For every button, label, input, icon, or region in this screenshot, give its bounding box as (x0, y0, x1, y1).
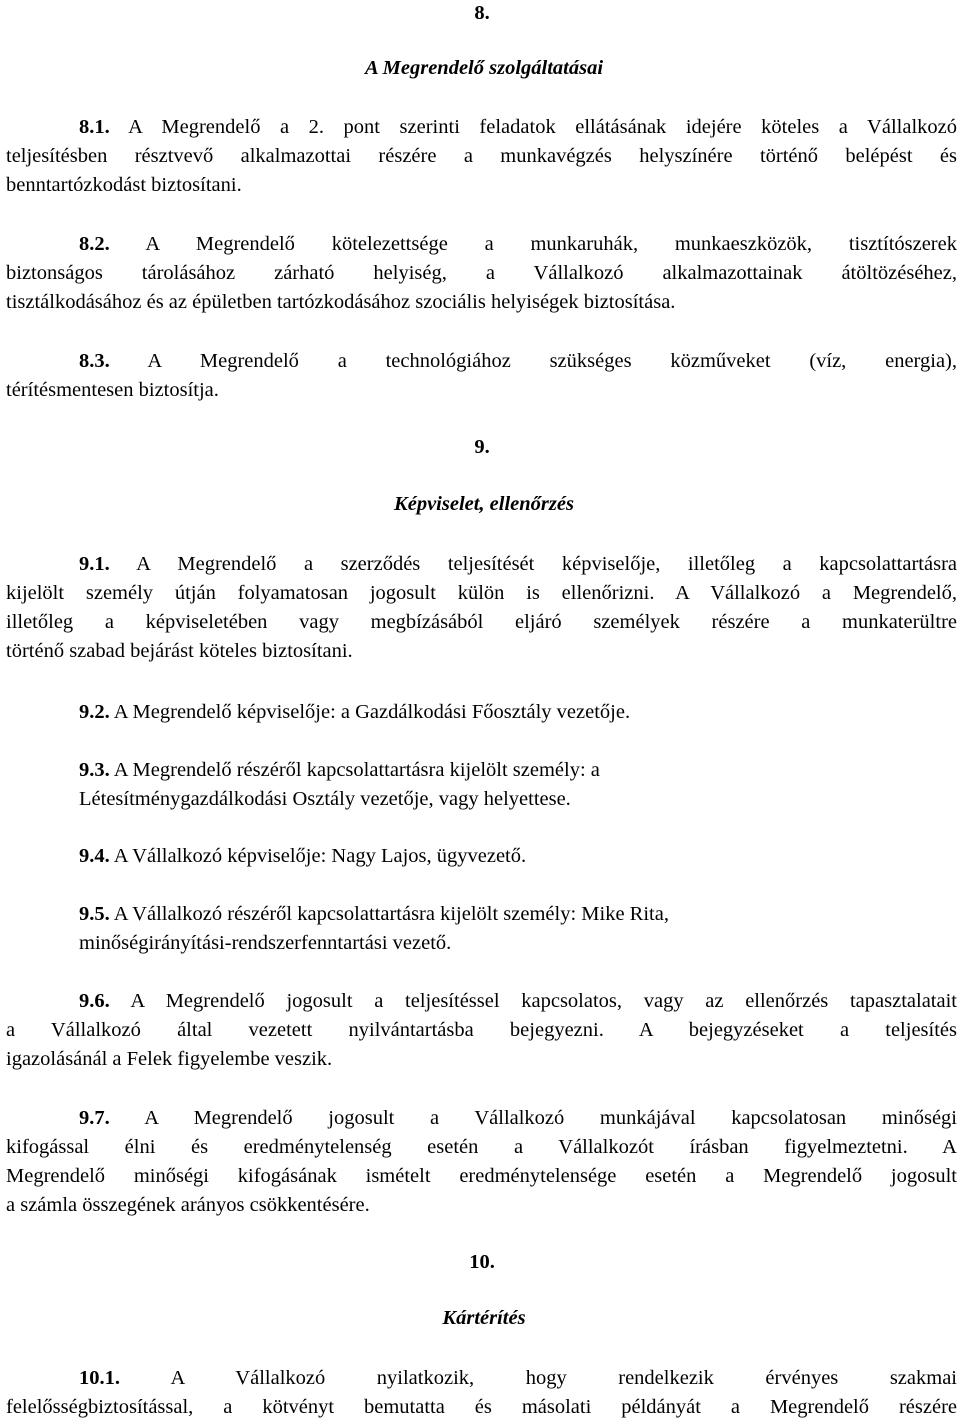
paragraph-text: A Megrendelő a technológiához szükséges közműveket (víz, energia), (147, 350, 957, 372)
paragraph-label: 10.1. (79, 1367, 120, 1389)
paragraph-9-1 (6, 550, 957, 666)
paragraph-text: A Vállalkozó képviselője: Nagy Lajos, ügyvezető. (113, 845, 527, 867)
paragraph-9-4 (79, 842, 526, 871)
paragraph-text: benntartózkodást biztosítani. (6, 174, 242, 196)
paragraph-text: történő szabad bejárást köteles biztosítani. (6, 640, 353, 662)
paragraph-text: Létesítménygazdálkodási Osztály vezetője, vagy helyettese. (79, 788, 571, 810)
paragraph-label: 9.4. (79, 845, 110, 867)
paragraph-label: 9.3. (79, 759, 110, 781)
paragraph-text: A Megrendelő kötelezettsége a munkaruhák, munkaeszközök, tisztítószerek (145, 233, 957, 255)
paragraph-8-3 (6, 347, 957, 405)
paragraph-text: tisztálkodásához és az épületben tartózkodásához szociális helyiségek biztosítása. (6, 291, 676, 313)
paragraph-text: A Megrendelő részéről kapcsolattartásra kijelölt személy: a (113, 759, 600, 781)
section-9-number: 9. (474, 436, 490, 458)
paragraph-text: biztonságos tárolásához zárható helyiség, a Vállalkozó alkalmazottainak átöltözéséhez, (6, 262, 957, 284)
paragraph-label: 8.2. (79, 233, 110, 255)
section-9-title: Képviselet, ellenőrzés (394, 493, 574, 515)
paragraph-text: A Megrendelő képviselője: a Gazdálkodási Főosztály vezetője. (113, 701, 631, 723)
section-10-title: Kártérítés (442, 1307, 526, 1329)
paragraph-9-7 (6, 1104, 957, 1220)
paragraph-text: A Megrendelő jogosult a teljesítéssel kapcsolatos, vagy az ellenőrzés tapasztalatait (130, 990, 957, 1012)
paragraph-label: 8.3. (79, 350, 110, 372)
paragraph-label: 9.6. (79, 990, 110, 1012)
paragraph-text: a Vállalkozó által vezetett nyilvántartásba bejegyezni. A bejegyzéseket a teljesítés (6, 1019, 957, 1041)
paragraph-8-1 (6, 113, 957, 200)
paragraph-text: kijelölt személy útján folyamatosan jogosult külön is ellenőrizni. A Vállalkozó a Megrendelő, (6, 582, 957, 604)
paragraph-label: 9.2. (79, 701, 110, 723)
paragraph-text: teljesítésben résztvevő alkalmazottai részére a munkavégzés helyszínére történő belépést és (6, 145, 957, 167)
paragraph-text: illetőleg a képviseletében vagy megbízásából eljáró személyek részére a munkaterültre (6, 611, 957, 633)
paragraph-label: 9.5. (79, 903, 110, 925)
paragraph-text: térítésmentesen biztosítja. (6, 379, 219, 401)
paragraph-text: A Megrendelő jogosult a Vállalkozó munkájával kapcsolatosan minőségi (144, 1107, 957, 1129)
paragraph-text: Megrendelő minőségi kifogásának ismételt eredménytelensége esetén a Megrendelő jogosult (6, 1165, 957, 1187)
paragraph-text: minőségirányítási-rendszerfenntartási vezető. (79, 932, 452, 954)
paragraph-9-3 (79, 756, 600, 814)
paragraph-text: igazolásánál a Felek figyelembe veszik. (6, 1048, 333, 1070)
paragraph-text: A Vállalkozó nyilatkozik, hogy rendelkezik érvényes szakmai (170, 1367, 957, 1389)
paragraph-9-6 (6, 987, 957, 1074)
section-8-number: 8. (474, 2, 490, 24)
paragraph-8-2 (6, 230, 957, 317)
paragraph-text: kifogással élni és eredménytelenség esetén a Vállalkozót írásban figyelmeztetni. A (6, 1136, 957, 1158)
paragraph-10-1 (6, 1364, 957, 1422)
paragraph-9-2 (79, 698, 630, 727)
paragraph-label: 9.1. (79, 553, 110, 575)
paragraph-text: A Megrendelő a szerződés teljesítését képviselője, illetőleg a kapcsolattartásra (136, 553, 957, 575)
paragraph-text: a számla összegének arányos csökkentésére. (6, 1194, 370, 1216)
paragraph-label: 9.7. (79, 1107, 110, 1129)
paragraph-text: A Megrendelő a 2. pont szerinti feladatok ellátásának idejére köteles a Vállalkozó (128, 116, 957, 138)
paragraph-text: A Vállalkozó részéről kapcsolattartásra kijelölt személy: Mike Rita, (113, 903, 669, 925)
paragraph-9-5 (79, 900, 669, 958)
section-8-title: A Megrendelő szolgáltatásai (364, 57, 604, 79)
section-10-number: 10. (469, 1251, 495, 1273)
paragraph-label: 8.1. (79, 116, 110, 138)
paragraph-text: felelősségbiztosítással, a kötvényt bemutatta és másolati példányát a Megrendelő részére (6, 1396, 957, 1418)
